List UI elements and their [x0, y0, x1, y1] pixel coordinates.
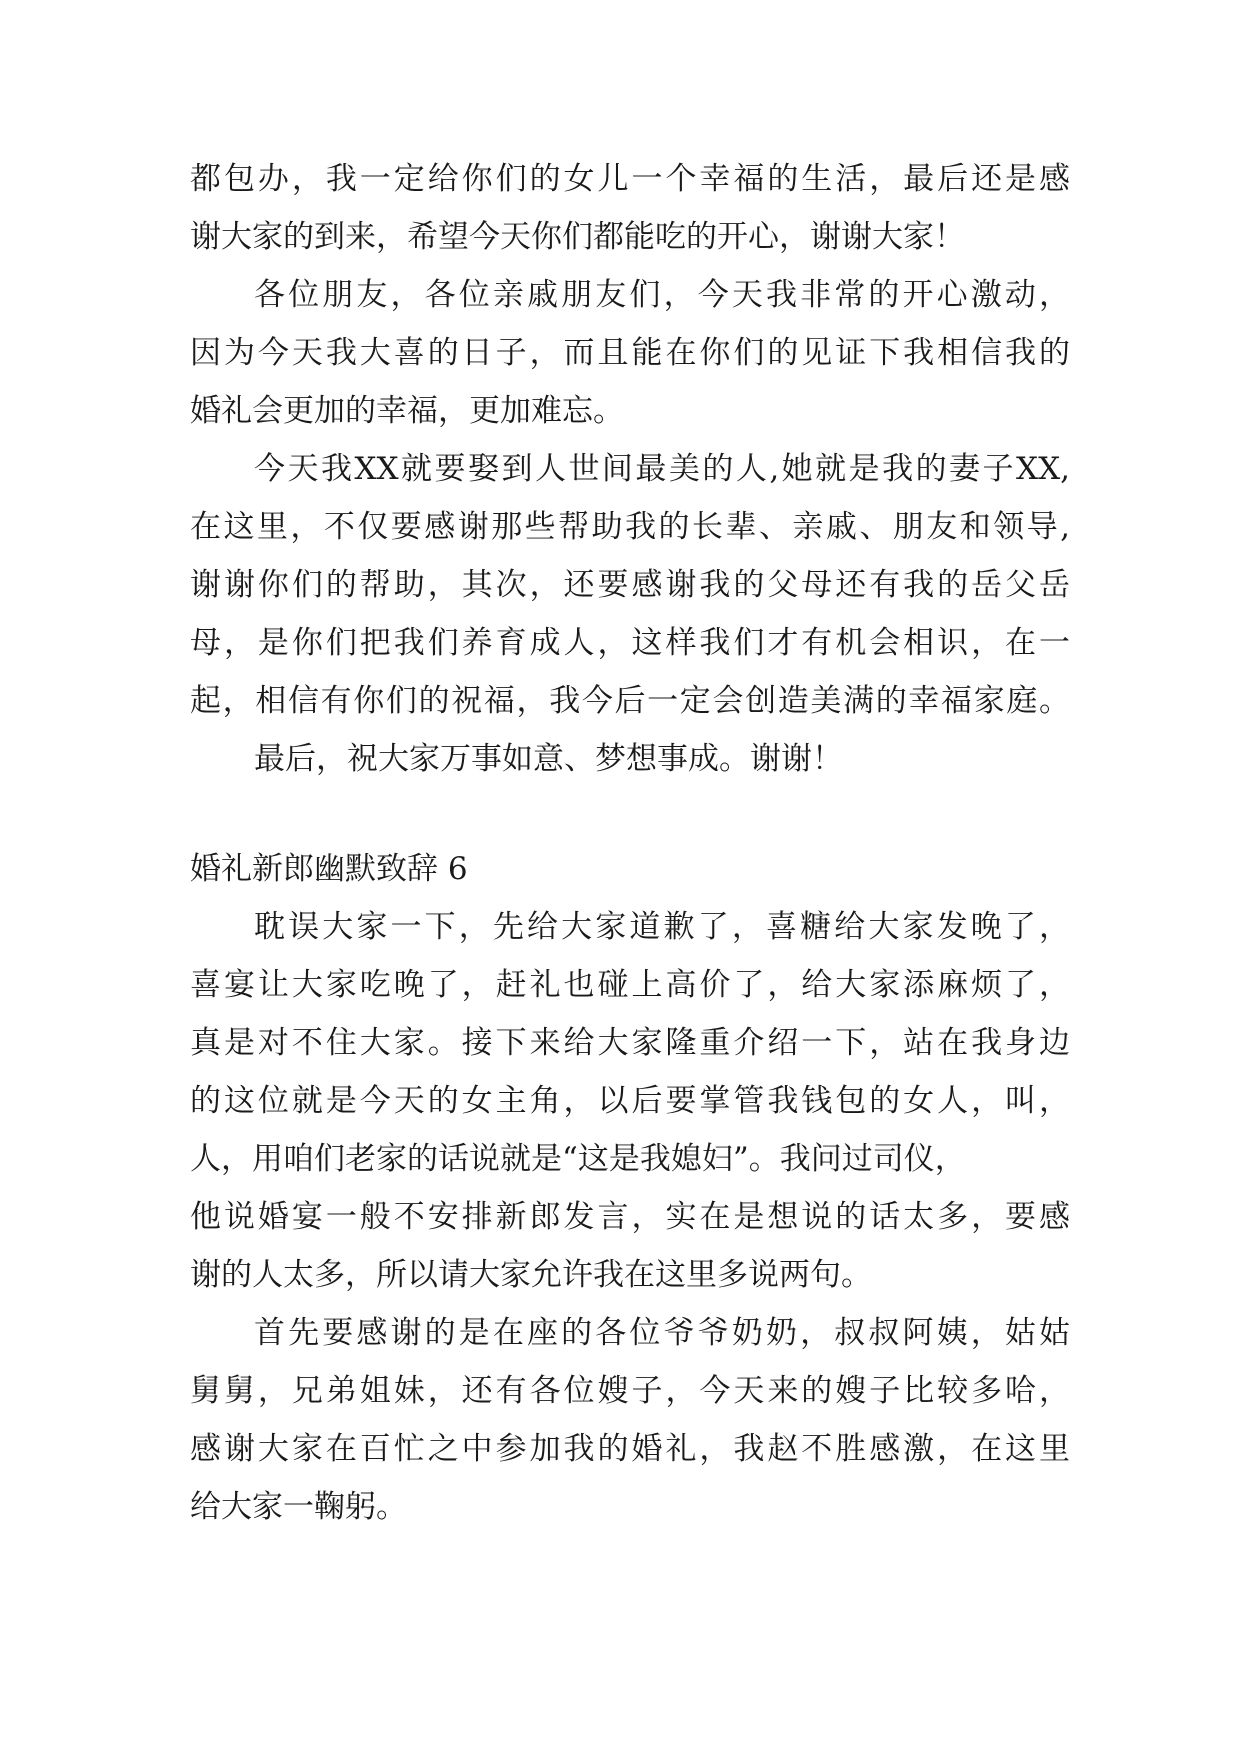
document-page [190, 150, 1070, 1536]
text-line: 感谢大家在百忙之中参加我的婚礼，我赵不胜感激，在这里 [190, 1431, 1070, 1467]
text-line: 婚礼会更加的幸福，更加难忘。 [190, 393, 624, 429]
text-line: 谢谢你们的帮助，其次，还要感谢我的父母还有我的岳父岳 [190, 567, 1070, 603]
text-line: 今天我XX就要娶到人世间最美的人,她就是我的妻子XX, [254, 451, 1070, 487]
text-line: 起，相信有你们的祝福，我今后一定会创造美满的幸福家庭。 [190, 683, 1070, 719]
text-line: 耽误大家一下，先给大家道歉了，喜糖给大家发晚了， [254, 909, 1070, 945]
text-line: 首先要感谢的是在座的各位爷爷奶奶，叔叔阿姨，姑姑 [254, 1315, 1070, 1351]
text-line: 各位朋友，各位亲戚朋友们，今天我非常的开心激动， [254, 277, 1070, 313]
text-line: 都包办，我一定给你们的女儿一个幸福的生活，最后还是感 [190, 161, 1070, 197]
paragraph-humorous-apology [190, 898, 1070, 1304]
paragraph-friends-greeting [190, 266, 1070, 440]
paragraph-marriage-thanks [190, 440, 1070, 730]
section-title: 婚礼新郎幽默致辞 6 [190, 851, 468, 887]
text-line: 谢的人太多，所以请大家允许我在这里多说两句。 [190, 1257, 872, 1293]
text-line: 给大家一鞠躬。 [190, 1489, 407, 1525]
text-line: 谢大家的到来，希望今天你们都能吃的开心，谢谢大家！ [190, 219, 965, 255]
text-line: 他说婚宴一般不安排新郎发言，实在是想说的话太多，要感 [190, 1199, 1070, 1235]
paragraph-closing-thanks [190, 150, 1070, 266]
text-line: 母，是你们把我们养育成人，这样我们才有机会相识，在一 [190, 625, 1070, 661]
text-line: 因为今天我大喜的日子，而且能在你们的见证下我相信我的 [190, 335, 1070, 371]
text-line: 喜宴让大家吃晚了，赶礼也碰上高价了，给大家添麻烦了， [190, 967, 1070, 1003]
text-line: 真是对不住大家。接下来给大家隆重介绍一下，站在我身边 [190, 1025, 1070, 1061]
text-line: 舅舅，兄弟姐妹，还有各位嫂子，今天来的嫂子比较多哈， [190, 1373, 1070, 1409]
text-line: 的这位就是今天的女主角，以后要掌管我钱包的女人，叫， [190, 1083, 1070, 1119]
text-line: 人，用咱们老家的话说就是“这是我媳妇”。我问过司仪， [190, 1141, 966, 1177]
paragraph-elders-thanks [190, 1304, 1070, 1536]
paragraph-final-wishes [190, 730, 1070, 788]
text-line: 最后，祝大家万事如意、梦想事成。谢谢！ [254, 741, 843, 777]
text-line: 在这里，不仅要感谢那些帮助我的长辈、亲戚、朋友和领导, [190, 509, 1070, 545]
